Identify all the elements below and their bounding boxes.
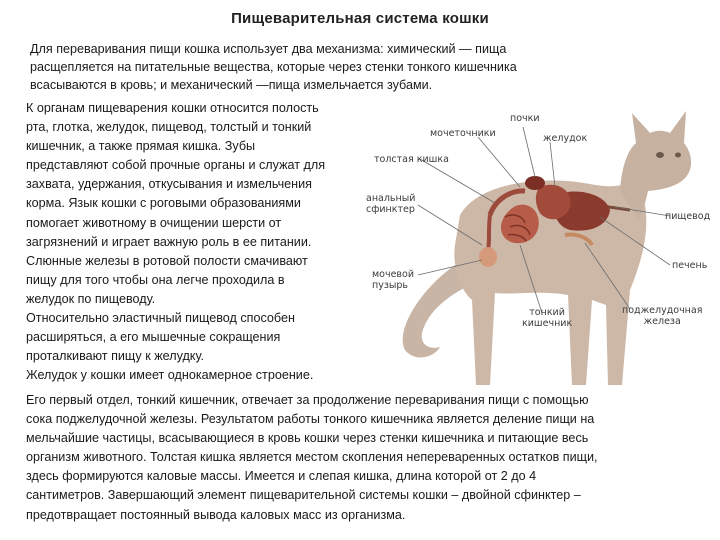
text-line: организм животного. Толстая кишка является местом скопления непереваренных остатков пищи, [26,450,598,465]
label-liver: печень [672,260,708,271]
text-line: расширяться, а его мышечные сокращения [26,330,281,345]
text-line: представляют собой прочные органы и служат для [26,158,326,173]
cat-anatomy-illustration [360,95,715,395]
label-kidneys: почки [510,113,540,124]
text-line: здесь формируются каловые массы. Имеется и слепая кишка, длина которой от 2 до 4 [26,469,537,484]
text-line: сока поджелудочной железы. Результатом работы тонкого кишечника является деление пищи на [26,412,595,427]
intro-paragraph [30,40,620,94]
label-small-intestine: тонкий кишечник [522,307,573,329]
intro-line: расщепляется на питательные вещества, которые через стенки тонкого кишечника [30,60,517,74]
organs-paragraph [26,99,371,385]
digestion-paragraph [26,391,706,525]
text-line: кишечник, а также прямая кишка. Зубы [26,139,256,154]
text-line: рта, глотка, желудок, пищевод, толстый и тонкий [26,120,312,135]
intro-line: всасываются в кровь; и механический —пища измельчается зубами. [30,78,433,92]
label-colon: толстая кишка [374,154,449,165]
label-esophagus: пищевод [665,211,711,222]
text-line: Слюнные железы в ротовой полости смачивают [26,253,308,268]
text-line: Желудок у кошки имеет однокамерное строение. [26,368,314,383]
label-ureters: мочеточники [430,128,496,139]
text-line: К органам пищеварения кошки относится полость [26,101,319,115]
text-line: Относительно эластичный пищевод способен [26,311,295,326]
text-line: захвата, удержания, откусывания и измельчения [26,177,312,192]
text-line: пищу для того чтобы она легче проходила в [26,272,285,287]
label-pancreas: поджелудочная железа [622,305,703,327]
text-line: помогает животному в очищении шерсти от [26,215,282,230]
text-line: предотвращает постоянный вывода каловых масс из организма. [26,507,406,522]
text-line: желудок по пищеводу. [26,291,156,306]
text-line: проталкивают пищу к желудку. [26,349,204,364]
text-line: Его первый отдел, тонкий кишечник, отвечает за продолжение переваривания пищи с помощью [26,393,589,407]
label-stomach: желудок [543,133,588,144]
text-line: загрязнений и играет важную роль в ее питании. [26,234,312,249]
text-line: корма. Язык кошки с роговыми образованиями [26,196,301,211]
label-anal-sphincter: анальный сфинктер [366,193,416,215]
text-line: сантиметров. Завершающий элемент пищеварительной системы кошки – двойной сфинктер – [26,488,581,503]
intro-line: Для переваривания пищи кошка использует два механизма: химический — пища [30,42,507,56]
cat-silhouette [360,95,715,395]
label-bladder: мочевой пузырь [372,269,415,291]
page-title: Пищеварительная система кошки [231,10,489,27]
text-line: мельчайшие частицы, всасывающиеся в кровь кошки через стенки кишечника и питающие весь [26,431,589,446]
